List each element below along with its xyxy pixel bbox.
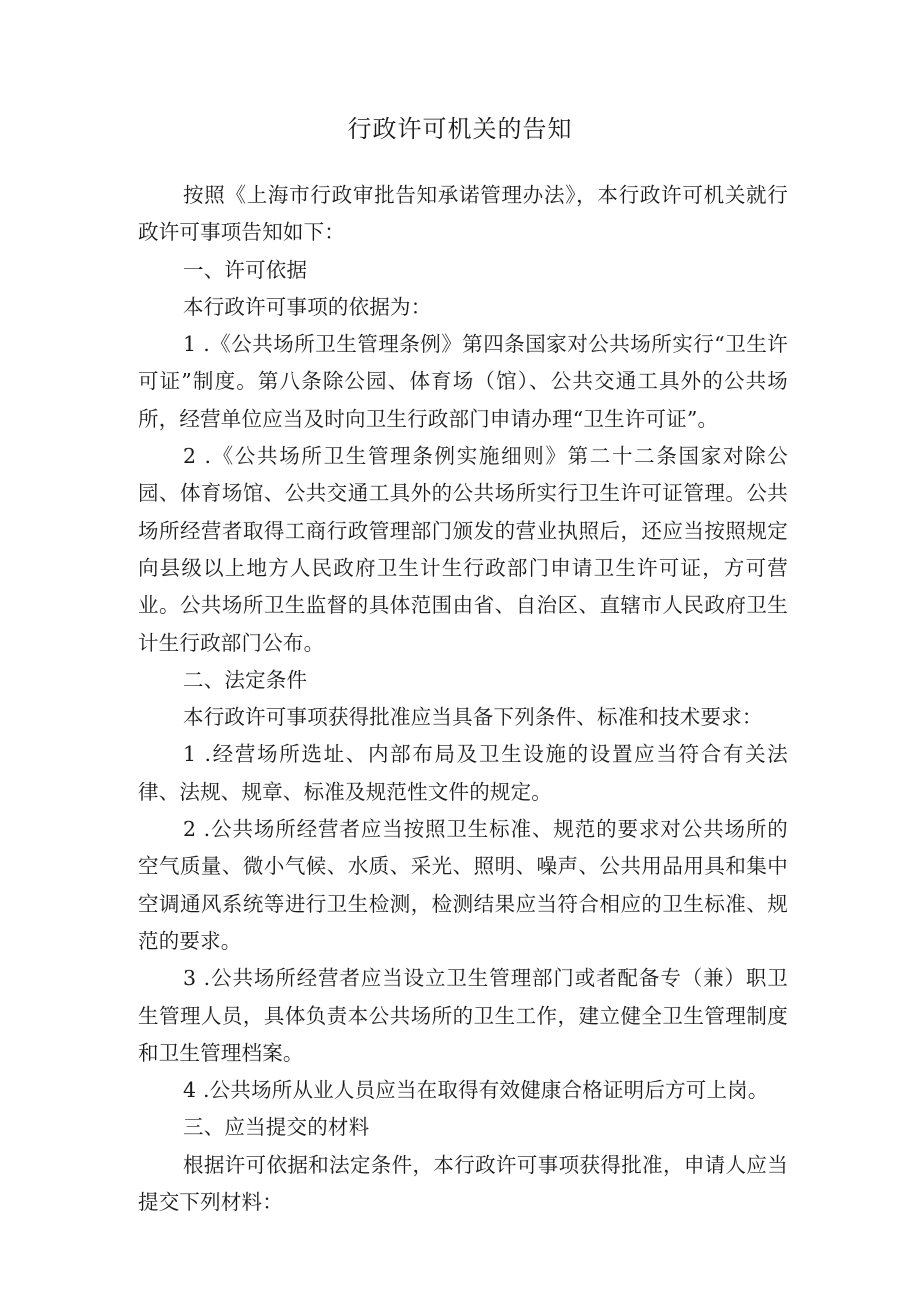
intro-paragraph: 按照《上海市行政审批告知承诺管理办法》，本行政许可机关就行政许可事项告知如下： — [138, 183, 788, 245]
section-heading-basis: 一、许可依据 — [183, 257, 308, 282]
condition-item-2: 2 .公共场所经营者应当按照卫生标准、规范的要求对公共场所的空气质量、微小气候、水质、采光、照明、噪声、公共用品用具和集中空调通风系统等进行卫生检测，检测结果应当符合相应的卫生标准、规范的要求。 — [138, 817, 788, 953]
materials-intro: 根据许可依据和法定条件，本行政许可事项获得批准，申请人应当提交下列材料： — [138, 1152, 788, 1215]
document-body — [138, 177, 788, 1221]
condition-item-3: 3 .公共场所经营者应当设立卫生管理部门或者配备专（兼）职卫生管理人员，具体负责本公共场所的卫生工作，建立健全卫生管理制度和卫生管理档案。 — [138, 966, 788, 1065]
document-title: 行政许可机关的告知 — [347, 115, 573, 143]
condition-item-1: 1 .经营场所选址、内部布局及卫生设施的设置应当符合有关法律、法规、规章、标准及规范性文件的规定。 — [138, 742, 788, 804]
basis-intro: 本行政许可事项的依据为： — [183, 294, 432, 319]
basis-item-1: 1 .《公共场所卫生管理条例》第四条国家对公共场所实行“卫生许可证”制度。第八条除公园、体育场（馆）、公共交通工具外的公共场所，经营单位应当及时向卫生行政部门申请办理“卫生许可证”。 — [138, 332, 788, 431]
condition-item-4: 4 .公共场所从业人员应当在取得有效健康合格证明后方可上岗。 — [183, 1078, 769, 1103]
section-heading-materials: 三、应当提交的材料 — [183, 1115, 370, 1140]
basis-item-2: 2 .《公共场所卫生管理条例实施细则》第二十二条国家对除公园、体育场馆、公共交通工具外的公共场所实行卫生许可证管理。公共场所经营者取得工商行政管理部门颁发的营业执照后，还应当按照规定向县级以上地方人民政府卫生计生行政部门申请卫生许可证，方可营业。公共场所卫生监督的具体范围由省、自治区、直辖市人民政府卫生计生行政部门公布。 — [138, 444, 788, 655]
section-heading-conditions: 二、法定条件 — [183, 667, 308, 692]
conditions-intro: 本行政许可事项获得批准应当具备下列条件、标准和技术要求： — [183, 705, 763, 730]
